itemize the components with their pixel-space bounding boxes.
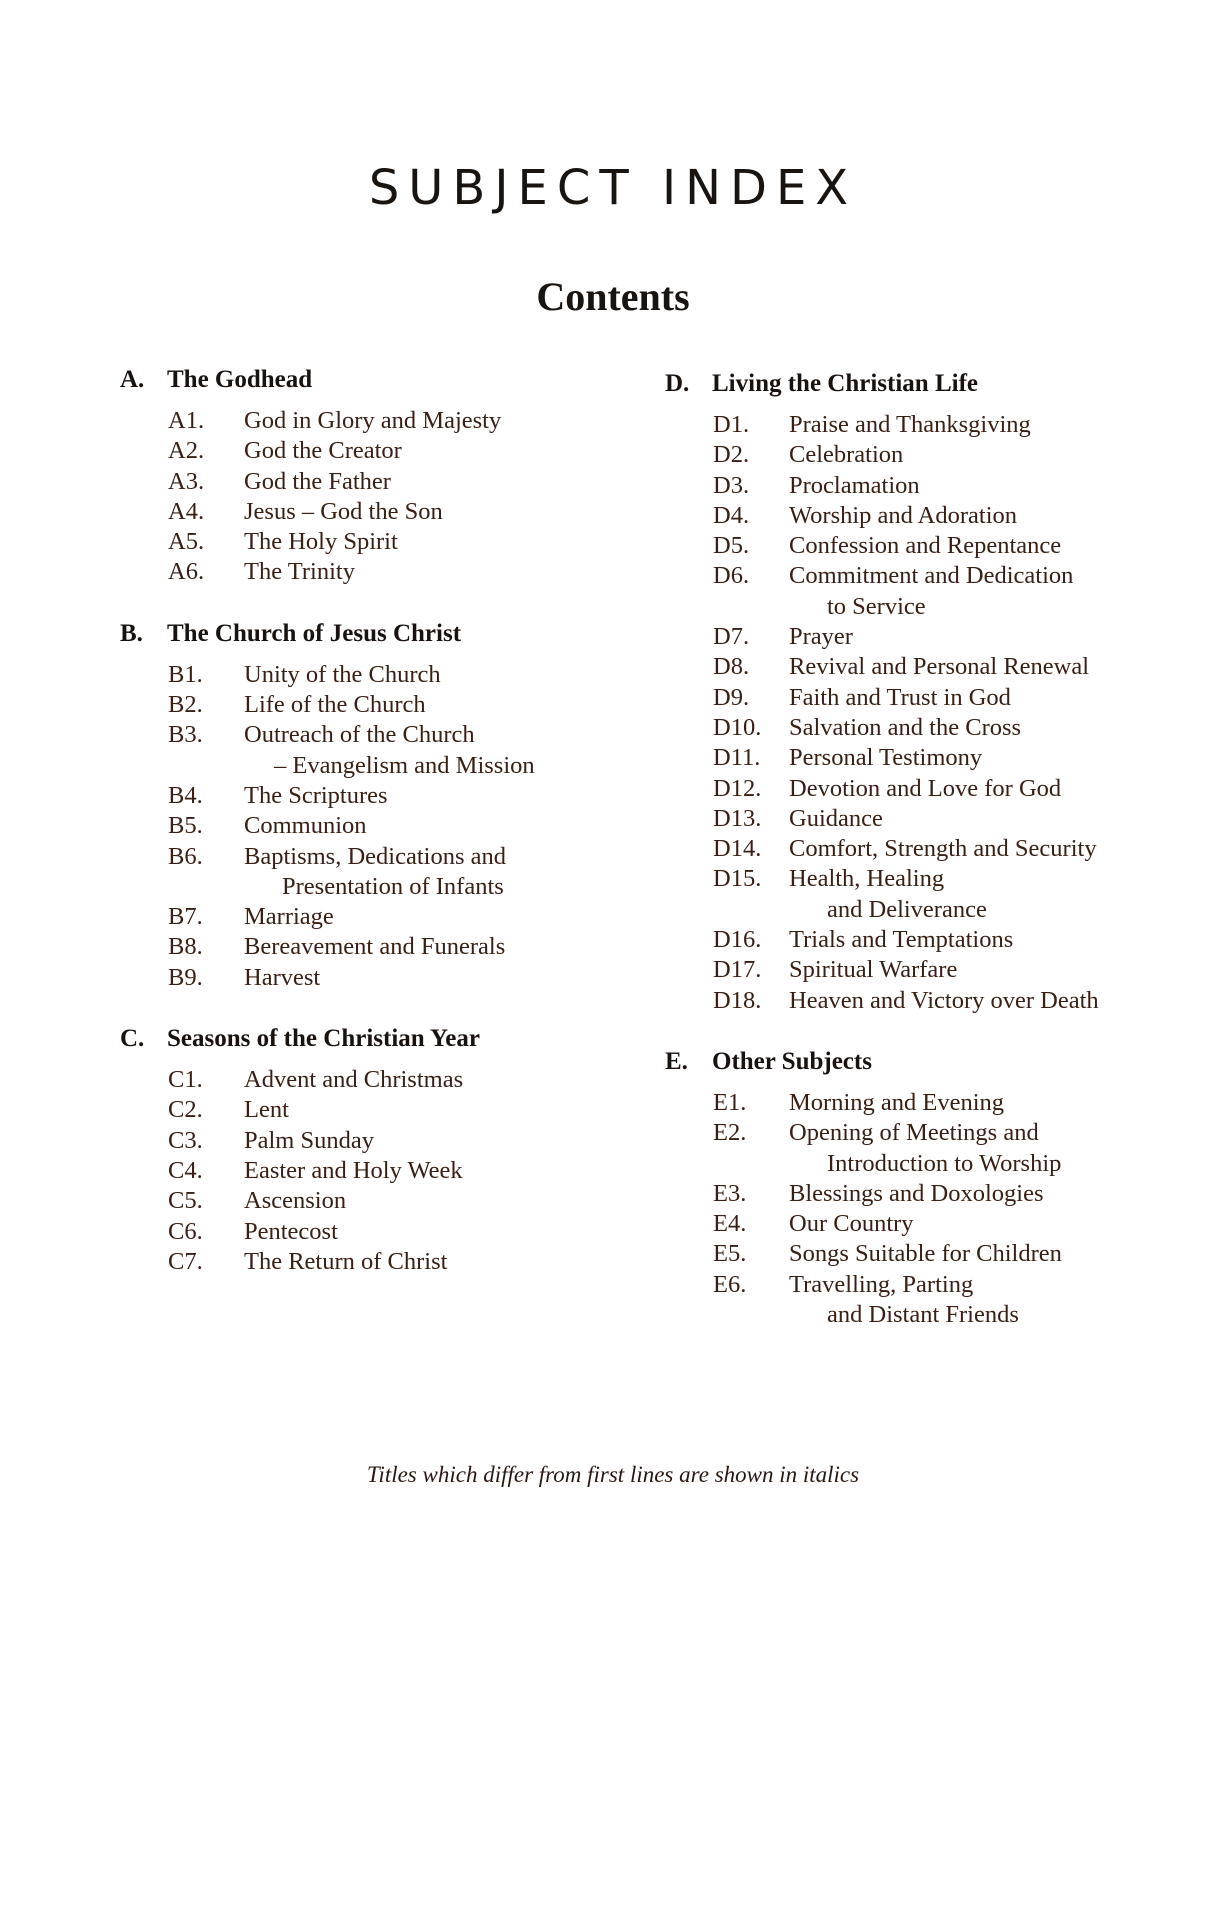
entry-text-wrap (789, 804, 883, 834)
index-entry-e4 (713, 1209, 1185, 1239)
entry-code: D16. (713, 926, 762, 954)
right-column (665, 368, 1185, 1360)
index-entry-e6 (713, 1270, 1185, 1331)
entry-code: B7. (168, 903, 203, 931)
page-title: SUBJECT INDEX (368, 160, 858, 217)
entry-text: Palm Sunday (244, 1126, 374, 1154)
index-entry-b3 (168, 720, 640, 781)
index-entry-c6 (168, 1217, 640, 1247)
entry-text: Devotion and Love for God (789, 774, 1062, 802)
entry-text-wrap (244, 436, 402, 466)
entry-code: D6. (713, 562, 750, 590)
section-c (120, 1023, 640, 1277)
section-heading (120, 618, 640, 650)
entry-text-wrap (244, 720, 535, 781)
section-letter: D. (665, 370, 690, 397)
index-entry-c7 (168, 1247, 640, 1277)
index-entry-a2 (168, 436, 640, 466)
index-entry-d10 (713, 713, 1185, 743)
entry-code: A6. (168, 558, 205, 586)
entry-code: C6. (168, 1217, 203, 1245)
index-entry-b1 (168, 660, 640, 690)
entry-code: D14. (713, 835, 762, 863)
entry-text-wrap (789, 986, 1099, 1016)
entry-text-wrap (789, 1270, 1019, 1331)
index-entry-e1 (713, 1088, 1185, 1118)
entry-text-wrap (244, 811, 367, 841)
entry-text-wrap (244, 527, 398, 557)
entry-code: D12. (713, 774, 762, 802)
entry-continuation: – Evangelism and Mission (274, 751, 535, 779)
entry-code: E1. (713, 1088, 747, 1116)
index-entry-d13 (713, 804, 1185, 834)
entry-text-wrap (244, 660, 441, 690)
index-entry-d2 (713, 440, 1185, 470)
index-entry-d1 (713, 410, 1185, 440)
entry-code: B6. (168, 842, 203, 870)
entry-text: Health, Healing (789, 865, 945, 893)
entry-code: C1. (168, 1066, 203, 1094)
index-entry-d7 (713, 622, 1185, 652)
entry-text-wrap (789, 713, 1021, 743)
entry-text-wrap (244, 902, 334, 932)
entry-text: Prayer (789, 623, 853, 651)
entry-text: Celebration (789, 441, 904, 469)
entry-code: D9. (713, 683, 750, 711)
section-b (120, 618, 640, 993)
index-entry-b8 (168, 932, 640, 962)
section-title: Other Subjects (712, 1047, 872, 1075)
entry-text-wrap (244, 963, 320, 993)
entry-text-wrap (789, 1209, 914, 1239)
entry-text: Blessings and Doxologies (789, 1179, 1044, 1207)
entry-text-wrap (244, 406, 501, 436)
entry-text: Our Country (789, 1210, 914, 1238)
entry-text-wrap (789, 955, 957, 985)
entry-text: Personal Testimony (789, 744, 983, 772)
entry-text: Pentecost (244, 1217, 338, 1245)
entry-code: B1. (168, 660, 203, 688)
entry-list (120, 1065, 640, 1277)
entry-text-wrap (789, 1239, 1062, 1269)
entry-text: The Trinity (244, 558, 355, 586)
entry-code: B4. (168, 781, 203, 809)
index-entry-b9 (168, 963, 640, 993)
entry-text: Marriage (244, 903, 334, 931)
entry-text: Salvation and the Cross (789, 713, 1022, 741)
entry-text: Ascension (244, 1187, 347, 1215)
index-entry-d6 (713, 561, 1185, 622)
entry-text: Faith and Trust in God (789, 683, 1011, 711)
entry-text-wrap (244, 1156, 463, 1186)
index-entry-d12 (713, 774, 1185, 804)
entry-code: A1. (168, 407, 205, 434)
entry-text-wrap (789, 501, 1017, 531)
index-entry-d18 (713, 986, 1185, 1016)
entry-continuation: and Deliverance (827, 895, 987, 923)
entry-continuation: and Distant Friends (827, 1301, 1019, 1329)
entry-continuation: Introduction to Worship (827, 1149, 1062, 1177)
entry-text-wrap (244, 842, 506, 903)
index-entry-d8 (713, 652, 1185, 682)
index-entry-b5 (168, 811, 640, 841)
index-entry-c2 (168, 1095, 640, 1125)
section-letter: C. (120, 1025, 145, 1053)
entry-text-wrap (789, 774, 1061, 804)
index-entry-e3 (713, 1179, 1185, 1209)
section-d (665, 368, 1185, 1016)
section-title: Living the Christian Life (712, 370, 978, 397)
index-entry-d9 (713, 683, 1185, 713)
entry-text: Easter and Holy Week (244, 1156, 463, 1184)
entry-text-wrap (789, 1118, 1061, 1179)
entry-text: God the Creator (244, 437, 402, 465)
entry-code: C5. (168, 1187, 203, 1215)
footnote: Titles which differ from first lines are shown in italics (366, 1462, 860, 1487)
entry-code: D17. (713, 956, 762, 984)
index-entry-d14 (713, 834, 1185, 864)
entry-text: The Scriptures (244, 781, 388, 809)
entry-text: Commitment and Dedication (789, 562, 1074, 590)
entry-text-wrap (789, 471, 920, 501)
index-entry-a1 (168, 406, 640, 436)
entry-text: Outreach of the Church (244, 721, 475, 749)
section-letter: A. (120, 366, 145, 393)
entry-text: Bereavement and Funerals (244, 933, 506, 961)
index-entry-b4 (168, 781, 640, 811)
entry-code: E5. (713, 1240, 747, 1268)
entry-code: C3. (168, 1126, 203, 1154)
entry-text: God the Father (244, 467, 391, 495)
entry-text-wrap (789, 440, 903, 470)
entry-code: C2. (168, 1096, 203, 1124)
section-e (665, 1046, 1185, 1330)
entry-text: Lent (244, 1096, 289, 1124)
entry-code: A3. (168, 467, 205, 495)
index-entry-b7 (168, 902, 640, 932)
section-title: The Church of Jesus Christ (167, 619, 462, 647)
contents-heading: Contents (536, 274, 690, 320)
entry-text-wrap (244, 932, 505, 962)
index-entry-a4 (168, 497, 640, 527)
entry-text-wrap (244, 1217, 338, 1247)
entry-text-wrap (789, 743, 982, 773)
entry-code: D1. (713, 411, 750, 438)
entry-code: A4. (168, 497, 205, 525)
entry-text: Revival and Personal Renewal (789, 653, 1090, 681)
entry-code: E6. (713, 1270, 747, 1298)
left-column (120, 364, 640, 1307)
section-a (120, 364, 640, 588)
entry-list (120, 660, 640, 993)
entry-text: Spiritual Warfare (789, 956, 958, 984)
entry-code: D3. (713, 471, 750, 499)
entry-text: Harvest (244, 963, 321, 991)
entry-text: Songs Suitable for Children (789, 1240, 1062, 1268)
entry-text-wrap (244, 1247, 447, 1277)
entry-code: D5. (713, 532, 750, 560)
entry-list (665, 1088, 1185, 1330)
entry-text: Proclamation (789, 471, 920, 499)
section-letter: E. (665, 1047, 688, 1075)
entry-text-wrap (244, 690, 426, 720)
entry-text-wrap (789, 561, 1073, 622)
entry-text-wrap (789, 531, 1061, 561)
entry-code: D13. (713, 804, 762, 832)
index-entry-a6 (168, 557, 640, 587)
index-entry-c1 (168, 1065, 640, 1095)
entry-text: Guidance (789, 804, 883, 832)
entry-text-wrap (789, 1179, 1044, 1209)
entry-code: B5. (168, 812, 203, 840)
entry-text: God in Glory and Majesty (244, 407, 502, 434)
entry-text: Life of the Church (244, 691, 426, 719)
index-entry-d5 (713, 531, 1185, 561)
entry-text-wrap (244, 557, 355, 587)
entry-text-wrap (789, 410, 1031, 440)
section-heading (665, 1046, 1185, 1078)
entry-text-wrap (244, 1065, 463, 1095)
entry-text: The Return of Christ (244, 1247, 448, 1275)
entry-code: E3. (713, 1179, 747, 1207)
entry-code: D8. (713, 653, 750, 681)
entry-code: C4. (168, 1156, 203, 1184)
entry-text-wrap (789, 925, 1013, 955)
entry-code: A5. (168, 528, 205, 556)
index-entry-c5 (168, 1186, 640, 1216)
entry-code: B2. (168, 691, 203, 719)
entry-text-wrap (244, 781, 388, 811)
section-title: The Godhead (167, 366, 313, 393)
entry-text-wrap (789, 622, 853, 652)
index-entry-b2 (168, 690, 640, 720)
index-entry-d4 (713, 501, 1185, 531)
index-entry-e2 (713, 1118, 1185, 1179)
index-entry-e5 (713, 1239, 1185, 1269)
entry-code: D2. (713, 441, 750, 469)
section-heading (665, 368, 1185, 400)
entry-text: Trials and Temptations (789, 926, 1014, 954)
entry-code: E4. (713, 1210, 747, 1238)
index-entry-a3 (168, 467, 640, 497)
entry-text-wrap (789, 1088, 1004, 1118)
section-heading (120, 364, 640, 396)
entry-text: Worship and Adoration (789, 501, 1018, 529)
section-title: Seasons of the Christian Year (167, 1025, 480, 1053)
entry-text: The Holy Spirit (244, 528, 398, 556)
entry-text-wrap (244, 1095, 289, 1125)
entry-code: D11. (713, 744, 761, 772)
entry-list (120, 406, 640, 588)
index-entry-c3 (168, 1126, 640, 1156)
index-entry-d17 (713, 955, 1185, 985)
index-entry-d3 (713, 471, 1185, 501)
entry-code: D15. (713, 865, 762, 893)
entry-text-wrap (789, 652, 1089, 682)
entry-text-wrap (789, 864, 987, 925)
index-entry-d15 (713, 864, 1185, 925)
entry-text: Baptisms, Dedications and (244, 842, 506, 870)
entry-text-wrap (244, 1126, 374, 1156)
entry-text: Advent and Christmas (244, 1066, 464, 1094)
entry-text: Heaven and Victory over Death (789, 986, 1099, 1014)
entry-text: Praise and Thanksgiving (789, 411, 1031, 438)
entry-code: D10. (713, 713, 762, 741)
entry-code: D4. (713, 501, 750, 529)
entry-text: Travelling, Parting (789, 1270, 974, 1298)
entry-text: Unity of the Church (244, 660, 441, 688)
index-entry-a5 (168, 527, 640, 557)
entry-text-wrap (789, 683, 1011, 713)
entry-text: Morning and Evening (789, 1088, 1005, 1116)
index-entry-b6 (168, 842, 640, 903)
entry-code: A2. (168, 437, 205, 465)
entry-text-wrap (789, 834, 1097, 864)
entry-code: B3. (168, 721, 203, 749)
entry-code: D7. (713, 623, 750, 651)
entry-text: Confession and Repentance (789, 532, 1062, 560)
entry-continuation: Presentation of Infants (282, 872, 504, 900)
entry-text-wrap (244, 497, 443, 527)
entry-list (665, 410, 1185, 1016)
entry-code: E2. (713, 1119, 747, 1147)
entry-text: Communion (244, 812, 367, 840)
index-entry-d16 (713, 925, 1185, 955)
entry-code: D18. (713, 986, 762, 1014)
entry-code: B8. (168, 933, 203, 961)
entry-text-wrap (244, 1186, 346, 1216)
entry-continuation: to Service (827, 592, 926, 620)
entry-code: C7. (168, 1247, 203, 1275)
entry-text-wrap (244, 467, 391, 497)
index-entry-d11 (713, 743, 1185, 773)
entry-text: Jesus – God the Son (244, 497, 443, 525)
index-entry-c4 (168, 1156, 640, 1186)
entry-text: Comfort, Strength and Security (789, 835, 1097, 863)
section-letter: B. (120, 619, 143, 647)
entry-text: Opening of Meetings and (789, 1119, 1039, 1147)
entry-code: B9. (168, 963, 203, 991)
section-heading (120, 1023, 640, 1055)
